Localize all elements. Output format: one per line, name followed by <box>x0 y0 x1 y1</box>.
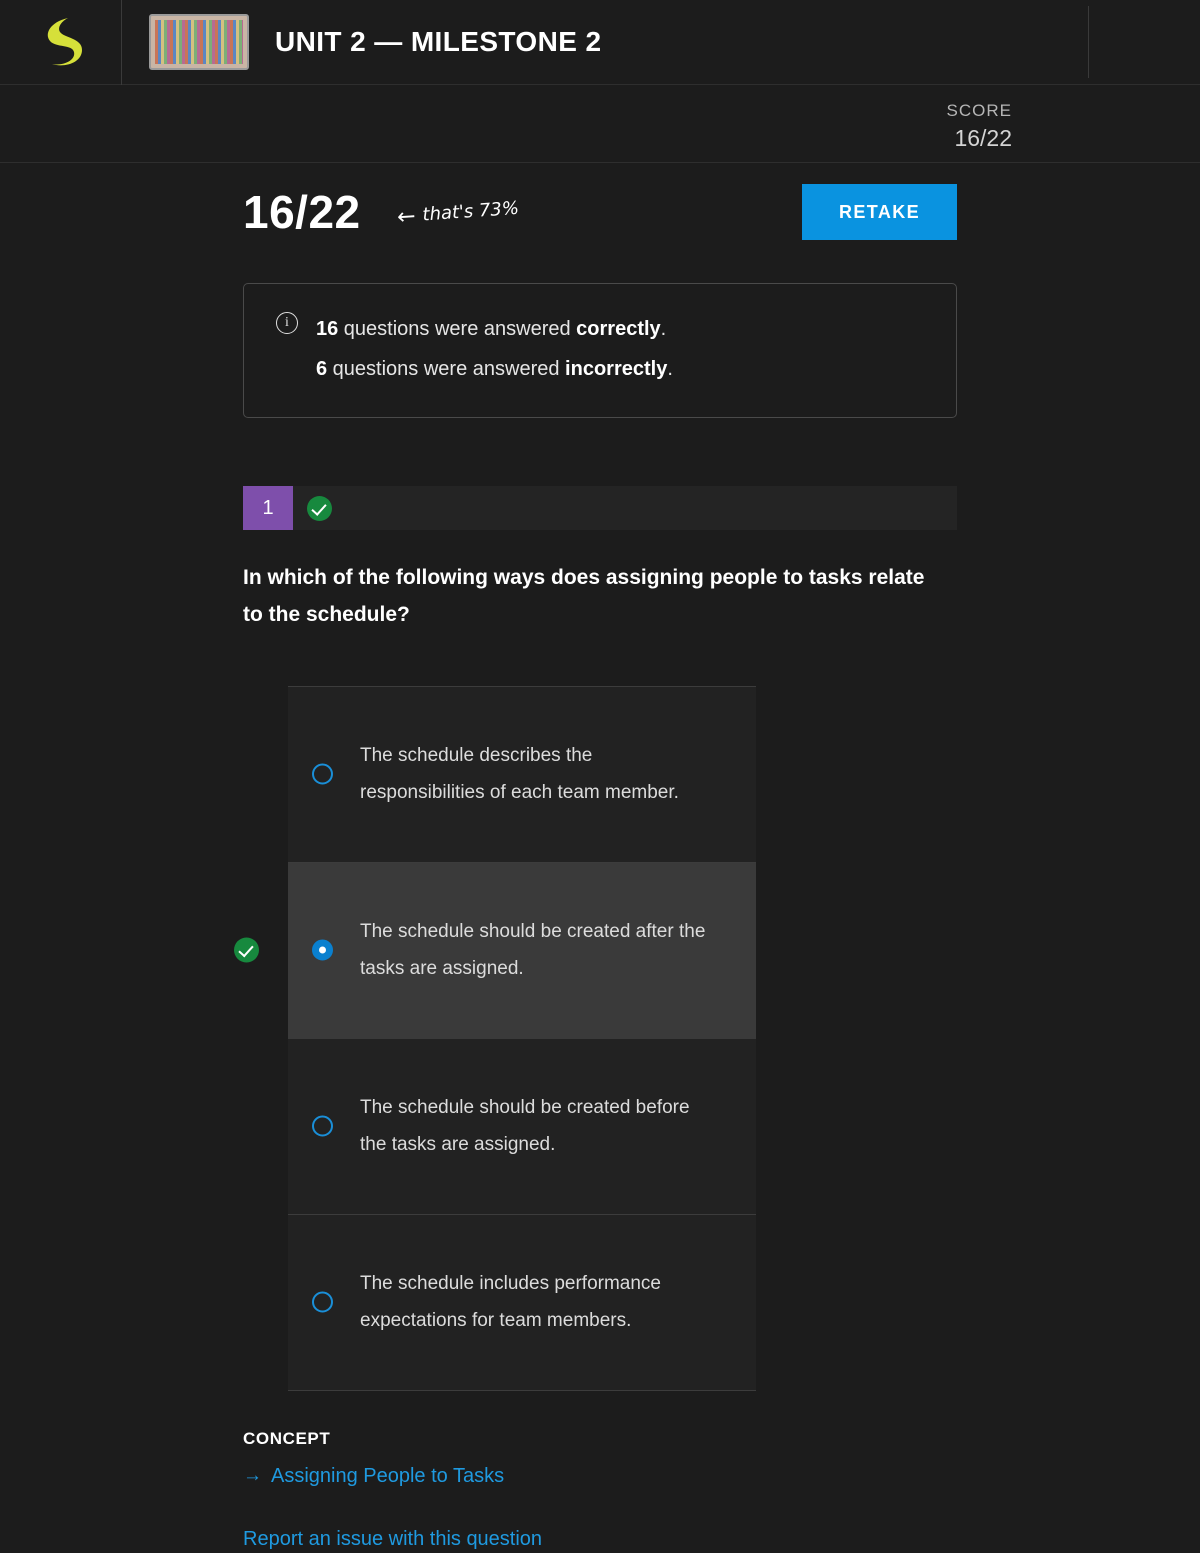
incorrect-end: . <box>667 357 673 380</box>
check-circle-icon <box>307 496 332 521</box>
handwritten-annotation <box>396 195 519 228</box>
correct-mid-text: questions were answered <box>338 318 577 340</box>
answer-label-2: The schedule should be created after the tasks are assigned. <box>360 921 706 980</box>
answer-option-2[interactable] <box>288 863 756 1039</box>
correct-line <box>316 310 673 350</box>
thumbnail-art <box>155 20 243 64</box>
correct-answer-icon <box>234 938 259 963</box>
answer-option-4[interactable] <box>288 1215 756 1391</box>
incorrect-count: 6 <box>316 357 328 380</box>
answer-label-1: The schedule describes the responsibilities of each team member. <box>360 745 679 804</box>
top-bar <box>0 0 1200 85</box>
score-strip <box>0 85 1200 163</box>
retake-button[interactable]: RETAKE <box>802 184 957 240</box>
correct-count: 16 <box>316 318 339 340</box>
main-content <box>0 163 1200 1551</box>
top-bar-divider <box>1088 6 1089 78</box>
info-icon: i <box>276 312 298 334</box>
report-issue-link[interactable]: Report an issue with this question <box>243 1527 543 1550</box>
concept-link-text: Assigning People to Tasks <box>271 1464 505 1487</box>
score-strip-value: 16/22 <box>954 125 1012 151</box>
answer-option-3[interactable] <box>288 1039 756 1215</box>
radio-icon-2[interactable] <box>312 940 333 961</box>
correct-end: . <box>660 318 667 340</box>
radio-icon-3[interactable] <box>312 1116 333 1137</box>
logo-container[interactable] <box>0 0 122 85</box>
annotation-text: that's 73% <box>421 197 520 225</box>
radio-icon-1[interactable] <box>312 764 333 785</box>
results-info-text <box>316 310 673 389</box>
question-number: 1 <box>243 486 293 530</box>
page-title: UNIT 2 — MILESTONE 2 <box>275 26 602 57</box>
sophia-logo-icon <box>38 16 84 68</box>
answer-label-3: The schedule should be created before the tasks are assigned. <box>360 1097 690 1156</box>
summary-row <box>243 163 957 261</box>
concept-label: CONCEPT <box>243 1428 331 1448</box>
concept-link[interactable] <box>243 1465 957 1488</box>
answer-label-4: The schedule includes performance expectations for team members. <box>360 1273 662 1332</box>
arrow-right-icon: → <box>243 1465 262 1487</box>
overall-score: 16/22 <box>243 186 361 238</box>
incorrect-mid-text: questions were answered <box>327 357 566 380</box>
incorrect-line <box>316 350 673 390</box>
correct-word: correctly <box>576 318 661 340</box>
answer-option-1[interactable] <box>288 687 756 863</box>
question-text: In which of the following ways does assigning people to tasks relate to the schedule? <box>243 566 925 626</box>
annotation-arrow-icon: ← <box>395 203 417 230</box>
question-header <box>243 486 957 530</box>
score-strip-label: SCORE <box>946 101 1012 120</box>
answer-list <box>288 686 756 1391</box>
course-thumbnail-icon[interactable] <box>149 14 249 70</box>
results-info-box <box>243 283 957 418</box>
incorrect-word: incorrectly <box>565 357 668 380</box>
radio-icon-4[interactable] <box>312 1292 333 1313</box>
